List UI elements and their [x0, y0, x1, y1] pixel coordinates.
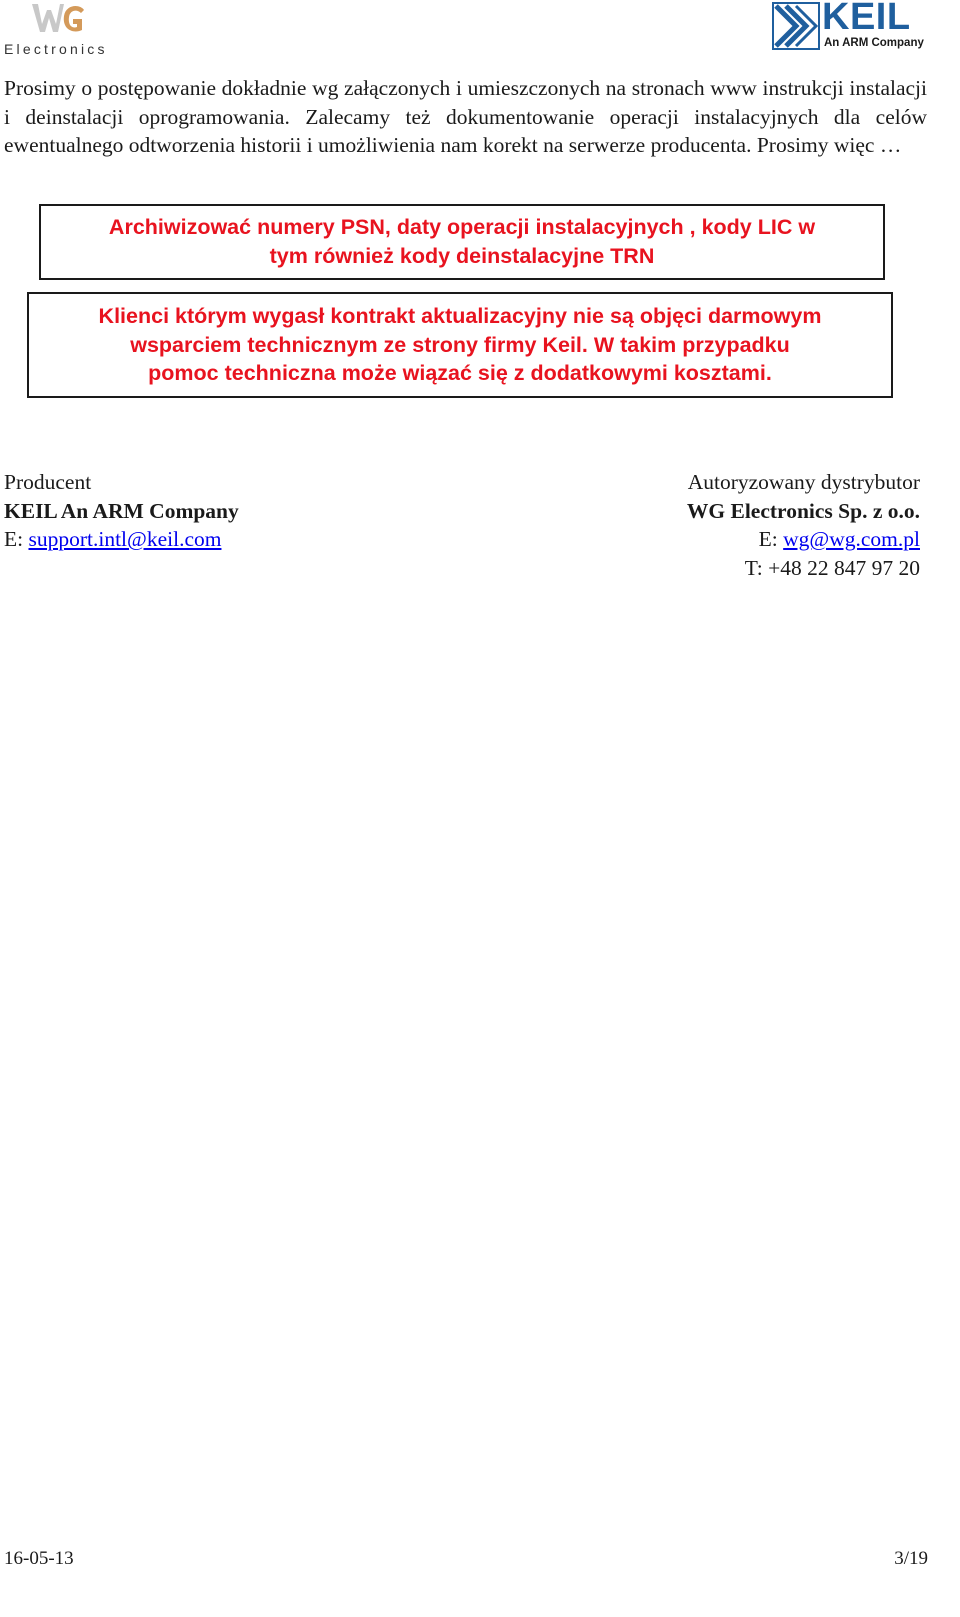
distributor-role: Autoryzowany dystrybutor [687, 470, 920, 494]
keil-logo [772, 2, 932, 54]
producer-contact [4, 468, 444, 554]
notice-box-support [27, 292, 893, 398]
producer-company: KEIL An ARM Company [4, 498, 239, 523]
notice-line: tym również kody deinstalacyjne TRN [269, 243, 655, 268]
wg-logo-text: Electronics [4, 41, 108, 57]
keil-logo-mark-icon [772, 2, 820, 50]
distributor-company: WG Electronics Sp. z o.o. [686, 498, 920, 523]
distributor-phone: T: +48 22 847 97 20 [744, 555, 920, 580]
notice-line: Archiwizować numery PSN, daty operacji instalacyjnych , kody LIC w [108, 215, 816, 239]
producer-email-line [4, 525, 444, 554]
intro-paragraph: Prosimy o postępowanie dokładnie wg załączonych i umieszczonych na stronach www instrukcji instalacji i deinstalacji oprogramowania. Zalecamy też dokumentowanie operacji instalacyjnych dla celów ewentualnego odtworzenia historii i umożliwienia nam korekt na serwerze producenta. Prosimy więc … [4, 76, 927, 157]
email-label: E: [758, 527, 784, 551]
notice-line: wsparciem technicznym ze strony firmy Keil. W takim przypadku [130, 332, 790, 357]
wg-electronics-logo [2, 2, 114, 56]
notice-box-archive [39, 204, 885, 280]
producer-role: Producent [4, 470, 92, 494]
notice-line: Klienci którym wygasł kontrakt aktualizacyjny nie są objęci darmowym [98, 304, 822, 328]
page-header [0, 0, 960, 60]
footer-page-number: 3/19 [894, 1548, 928, 1569]
email-label: E: [4, 527, 29, 551]
keil-logo-word: KEIL [822, 0, 911, 38]
distributor-email-link[interactable]: wg@wg.com.pl [783, 527, 920, 551]
wg-logo-mark-icon [30, 2, 86, 36]
producer-email-link[interactable]: support.intl@keil.com [28, 527, 222, 551]
footer-date: 16-05-13 [4, 1548, 74, 1569]
distributor-email-line [480, 525, 920, 554]
keil-logo-subtitle: An ARM Company [824, 37, 924, 49]
notice-line: pomoc techniczna może wiązać się z dodatkowymi kosztami. [148, 361, 772, 385]
distributor-contact [480, 468, 920, 582]
